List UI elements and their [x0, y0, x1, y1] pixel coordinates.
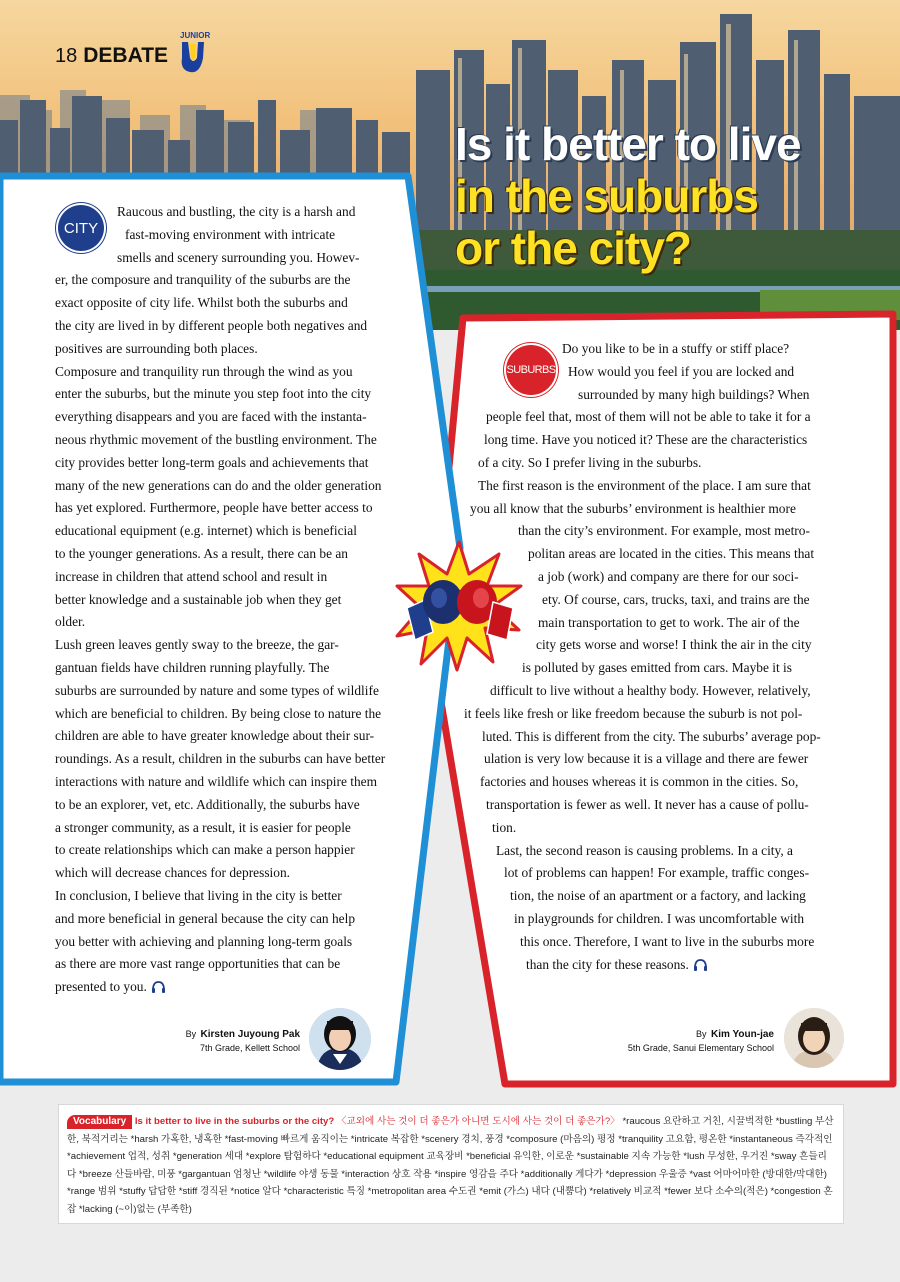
text-line: Last, the second reason is causing problems. In a city, a — [496, 842, 793, 858]
text-line: people feel that, most of them will not be able to take it for a — [486, 409, 811, 425]
author-name: Kim Youn-jae — [711, 1029, 774, 1040]
text-line: difficult to live without a healthy body. However, relatively, — [490, 682, 811, 698]
author-name: Kirsten Juyoung Pak — [200, 1029, 300, 1040]
byline-by: By — [696, 1029, 707, 1039]
city-byline — [150, 1024, 300, 1055]
text-line: city gets worse and worse! I think the air in the city — [536, 637, 812, 653]
text-line: presented to you. — [55, 976, 425, 999]
text-line: better knowledge and a sustainable job when they get — [55, 591, 342, 607]
text-line: educational equipment (e.g. internet) which is beneficial — [55, 523, 357, 539]
page-number: 18 — [55, 45, 78, 67]
text-line: long time. Have you noticed it? These are the characteristics — [484, 432, 808, 448]
text-line: tion. — [492, 819, 517, 835]
headphones-icon — [151, 980, 166, 993]
city-argument-text — [55, 201, 425, 999]
text-line: luted. This is different from the city. The suburbs’ average pop- — [482, 728, 821, 744]
text-line: the city are lived in by different people both negatives and — [55, 317, 368, 333]
headline-line-1: Is it better to live — [455, 118, 801, 170]
text-line: ulation is very low because it is a village and there are fewer — [484, 751, 809, 767]
text-line: In conclusion, I believe that living in the city is better — [55, 887, 342, 903]
vocabulary-title-korean: 〈교외에 사는 것이 더 좋은가 아니면 도시에 사는 것이 더 좋은가?〉 — [336, 1116, 620, 1127]
text-line: politan areas are located in the cities. This means that — [528, 546, 815, 562]
suburbs-argument-text — [462, 338, 847, 976]
text-line: Lush green leaves gently sway to the breeze, the gar- — [55, 637, 339, 653]
text-line: The first reason is the environment of the place. I am sure that — [478, 477, 811, 493]
text-line: has yet explored. Furthermore, people have better access to — [55, 500, 373, 516]
text-line: fast-moving environment with intricate — [125, 226, 336, 242]
text-line: How would you feel if you are locked and — [568, 363, 795, 379]
text-line: a job (work) and company are there for our soci- — [538, 568, 799, 584]
text-line: everything disappears and you are faced with the instanta- — [55, 409, 367, 425]
headline-line-3: or the city? — [455, 222, 691, 274]
text-line: increase in children that attend school and result in — [55, 568, 328, 584]
headphones-icon — [693, 958, 708, 971]
text-line: a stronger community, as a result, it is easier for people — [55, 819, 351, 835]
text-line: lot of problems can happen! For example, traffic conges- — [504, 865, 810, 881]
byline-by: By — [185, 1029, 197, 1039]
suburbs-author-avatar — [782, 1006, 846, 1070]
text-line: you all know that the suburbs’ environment is healthier more — [470, 500, 796, 516]
text-line: older. — [55, 614, 86, 630]
text-line: surrounded by many high buildings? When — [578, 386, 810, 402]
text-line: factories and houses whereas it is common in the cities. So, — [480, 774, 799, 790]
text-line: positives are surrounding both places. — [55, 340, 258, 356]
text-line: is polluted by gases emitted from cars. Maybe it is — [522, 660, 792, 676]
text-line: to be an explorer, vet, etc. Additionally, the suburbs have — [55, 796, 360, 812]
text-line: exact opposite of city life. Whilst both the suburbs and — [55, 295, 348, 311]
section-title: DEBATE — [83, 44, 169, 67]
text-line: gantuan fields have children running playfully. The — [55, 659, 330, 675]
author-school: 5th Grade, Sanui Elementary School — [627, 1043, 774, 1053]
suburbs-byline — [580, 1024, 774, 1055]
text-line: Composure and tranquility run through the wind as you — [55, 363, 353, 379]
vocabulary-tag: Vocabulary — [67, 1115, 132, 1129]
text-line: you better with achieving and planning long-term goals — [55, 933, 353, 949]
vocabulary-text — [67, 1113, 835, 1219]
city-author-avatar — [307, 1006, 373, 1072]
text-line: er, the composure and tranquility of the suburbs are the — [55, 272, 351, 288]
junior-logo-text: JUNIOR — [180, 31, 210, 40]
text-line: interactions with nature and wildlife which can inspire them — [55, 773, 378, 789]
text-line: than the city’s environment. For example, most metro- — [518, 523, 810, 539]
text-line: city provides better long-term goals and achievements that — [55, 454, 369, 470]
text-line: this once. Therefore, I want to live in the suburbs more — [520, 933, 815, 949]
text-line: ety. Of course, cars, trucks, taxi, and trains are the — [542, 591, 810, 607]
text-line: enter the suburbs, but the minute you step foot into the city — [55, 386, 372, 402]
text-line: tion, the noise of an apartment or a factory, and lacking — [510, 888, 806, 904]
text-line: which will decrease chances for depression. — [55, 865, 290, 881]
text-line: roundings. As a result, children in the suburbs can have better — [55, 751, 386, 767]
text-line: Do you like to be in a stuffy or stiff place? — [562, 341, 790, 356]
text-line: and more beneficial in general because the city can help — [55, 910, 356, 926]
text-line: as there are more vast range opportunities that can be — [55, 956, 341, 972]
text-line: of a city. So I prefer living in the suburbs. — [478, 454, 702, 470]
text-line: to the younger generations. As a result, there can be an — [55, 545, 349, 561]
headline-line-2: in the suburbs — [455, 170, 758, 222]
text-line: which are beneficial to children. By being close to nature the — [55, 705, 382, 721]
text-line: than the city for these reasons. — [462, 954, 847, 977]
text-line: many of the new generations can do and the older generation — [55, 477, 382, 493]
suburbs-badge: SUBURBS — [506, 345, 556, 395]
text-line: smells and scenery surrounding you. Howev- — [117, 249, 360, 265]
text-line: Raucous and bustling, the city is a harsh and — [117, 204, 356, 219]
vocabulary-title: Is it better to live in the suburbs or the city? — [134, 1116, 335, 1127]
city-badge: CITY — [58, 205, 104, 251]
text-line: suburbs are surrounded by nature and some types of wildlife — [55, 682, 379, 698]
text-line: it feels like fresh or like freedom because the suburb is not pol- — [464, 705, 803, 721]
author-school: 7th Grade, Kellett School — [199, 1043, 300, 1053]
text-line: neous rhythmic movement of the bustling environment. The — [55, 431, 377, 447]
text-line: main transportation to get to work. The air of the — [538, 614, 800, 630]
text-line: children are able to have greater knowledge about their sur- — [55, 728, 375, 744]
text-line: to create relationships which can make a person happier — [55, 842, 355, 858]
text-line: transportation is fewer as well. It never has a cause of pollu- — [486, 796, 809, 812]
vocabulary-list: *raucous 요란하고 거친, 시끌벅적한 *bustling 부산한, 북적거리는 *harsh 가혹한, 냉혹한 *fast-moving 빠르게 움직이는 *intricate 복잡한 *scenery 경치, 풍경 *composure (마음의) 평정 *tranquility 고요함, 평온한 *instantaneous 즉각적인 *achievement 업적, 성취 *generation 세대 *explore 탐험하다 *educational equipment 교육장비 *beneficial 유익한, 이로운 *sustainable 지속 가능한 *lush 무성한, 우거진 *sway 흔들리다 *breeze 산들바람, 미풍 *gargantuan 엄청난 *wildlife 야생 동물 *interaction 상호 작용 *inspire 영감을 주다 *additionally 게다가 *depression 우울증 *vast 어마어마한 (방대한/막대한) *range 범위 *stuffy 답답한 *stiff 경직된 *notice 알다 *characteristic 특징 *metropolitan area 수도권 *emit (가스) 내다 (내뿜다) *relatively 비교적 *fewer 보다 소수의(적은) *congestion 혼잡 *lacking (~이)없는 (부족한) — [67, 1116, 834, 1215]
text-line: in playgrounds for children. I was uncomfortable with — [514, 910, 805, 926]
